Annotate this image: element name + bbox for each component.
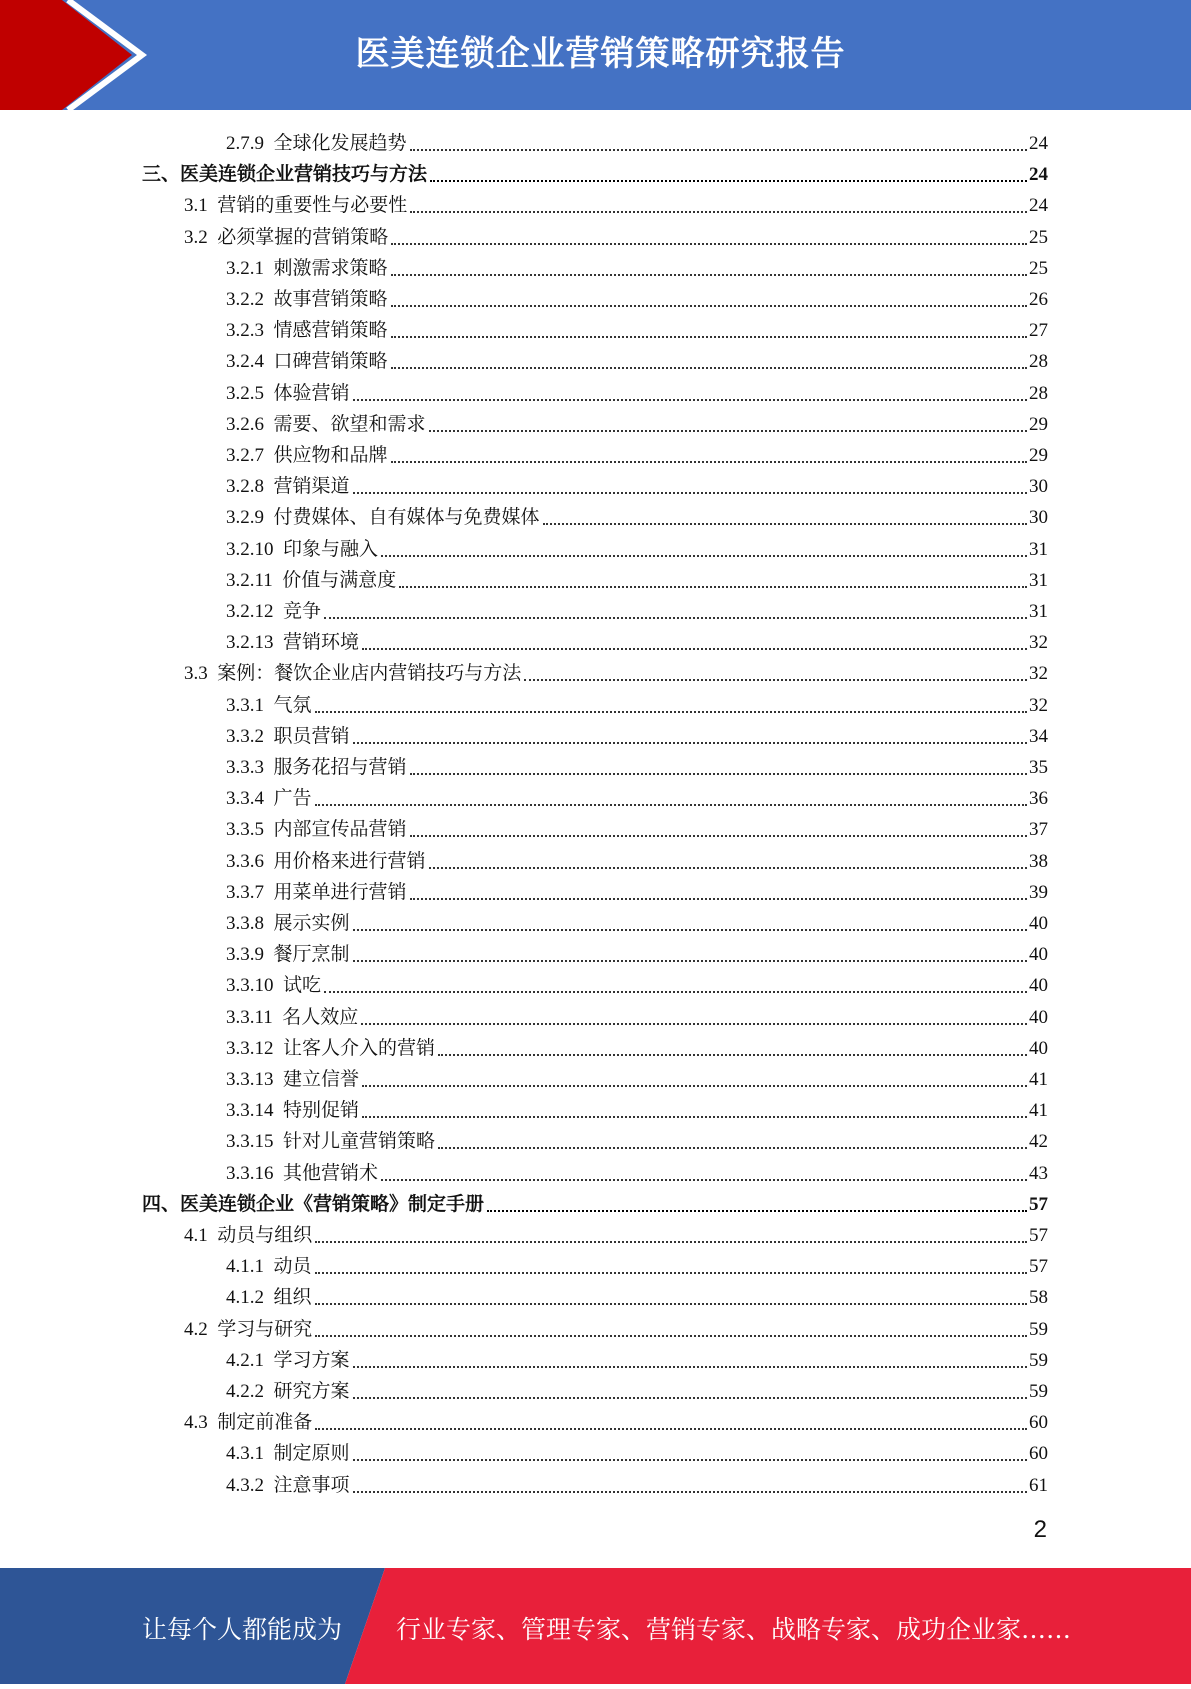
- toc-section-number: 3.2.11: [226, 569, 273, 591]
- toc-section-number: 4.1: [184, 1225, 208, 1246]
- toc-section-title: 三、医美连锁企业营销技巧与方法: [142, 164, 428, 186]
- toc-entry[interactable]: [226, 817, 1048, 843]
- toc-row: [0, 500, 1191, 531]
- toc-section-number: 3.2.10: [226, 538, 274, 560]
- toc-section-title: 内部宣传品营销: [273, 819, 407, 841]
- toc-row: [0, 282, 1191, 313]
- toc-leader-dots: [315, 1272, 1027, 1274]
- toc-section-number: 3.2.3: [226, 320, 264, 342]
- toc-section-number: 3.3.11: [226, 1006, 273, 1028]
- toc-row: [0, 750, 1191, 781]
- toc-page-number: 40: [1029, 975, 1048, 997]
- toc-section-number: 3.3.14: [226, 1100, 274, 1122]
- toc-leader-dots: [315, 1303, 1027, 1305]
- toc-section-title: 营销环境: [283, 632, 360, 654]
- toc-entry[interactable]: [226, 755, 1048, 781]
- toc-entry[interactable]: [226, 1379, 1048, 1405]
- toc-page-number: 59: [1029, 1381, 1048, 1402]
- toc-section-title: 体验营销: [273, 382, 350, 404]
- toc-leader-dots: [487, 1210, 1027, 1212]
- toc-row: [0, 1031, 1191, 1062]
- toc-entry[interactable]: [226, 505, 1048, 531]
- toc-leader-dots: [430, 180, 1027, 182]
- toc-page-number: 31: [1029, 601, 1048, 622]
- toc-section-title: 营销渠道: [273, 476, 350, 498]
- toc-section-number: 3.2.13: [226, 632, 274, 654]
- toc-row: [0, 1468, 1191, 1499]
- toc-page-number: 57: [1029, 1225, 1048, 1246]
- toc-section-title: 用价格来进行营销: [273, 850, 426, 872]
- toc-entry[interactable]: [142, 1192, 1048, 1218]
- toc-section-number: 3.3.3: [226, 757, 264, 778]
- toc-section-number: 3.3: [184, 663, 208, 685]
- toc-section-title: 情感营销策略: [273, 320, 388, 342]
- toc-row: [0, 937, 1191, 968]
- toc-section-title: 研究方案: [273, 1381, 350, 1402]
- toc-section-number: 3.3.2: [226, 725, 264, 747]
- toc-entry[interactable]: [226, 724, 1048, 750]
- toc-section-title: 制定前准备: [217, 1412, 313, 1434]
- toc-entry[interactable]: [226, 880, 1048, 906]
- toc-section-title: 案例：餐饮企业店内营销技巧与方法: [217, 663, 522, 685]
- toc-page-number: 36: [1029, 788, 1048, 810]
- toc-row: [0, 313, 1191, 344]
- toc-page-number: 40: [1029, 1006, 1048, 1028]
- toc-section-title: 刺激需求策略: [273, 257, 388, 279]
- toc-row: [0, 719, 1191, 750]
- toc-row: [0, 1312, 1191, 1343]
- toc-page-number: 32: [1029, 632, 1048, 654]
- toc-row: [0, 625, 1191, 656]
- toc-entry[interactable]: [226, 786, 1048, 812]
- toc-section-number: 4.3: [184, 1412, 208, 1434]
- toc-entry[interactable]: [184, 661, 1048, 687]
- toc-page-number: 40: [1029, 944, 1048, 966]
- toc-row: [0, 594, 1191, 625]
- toc-leader-dots: [324, 991, 1027, 993]
- toc-leader-dots: [381, 1179, 1027, 1181]
- toc-section-number: 4.2.2: [226, 1381, 264, 1402]
- footer-slogan-right: 行业专家、管理专家、营销专家、战略专家、成功企业家……: [396, 1615, 1072, 1644]
- toc-entry[interactable]: [226, 287, 1048, 313]
- toc-leader-dots: [438, 1054, 1027, 1056]
- toc-leader-dots: [391, 461, 1027, 463]
- toc-entry[interactable]: [184, 1317, 1048, 1343]
- toc-entry[interactable]: [226, 381, 1048, 407]
- toc-page-number: 25: [1029, 257, 1048, 279]
- toc-section-title: 注意事项: [273, 1474, 350, 1496]
- toc-entry[interactable]: [226, 1254, 1048, 1280]
- toc-page-number: 43: [1029, 1162, 1048, 1184]
- toc-page-number: 31: [1029, 569, 1048, 591]
- toc-section-number: 3.3.12: [226, 1037, 274, 1059]
- toc-row: [0, 126, 1191, 157]
- toc-entry[interactable]: [142, 162, 1048, 188]
- toc-row: [0, 1156, 1191, 1187]
- toc-entry[interactable]: [226, 849, 1048, 875]
- toc-leader-dots: [353, 1366, 1027, 1368]
- toc-section-number: 3.2.12: [226, 601, 274, 622]
- toc-row: [0, 875, 1191, 906]
- toc-leader-dots: [315, 1335, 1027, 1337]
- toc-leader-dots: [543, 523, 1027, 525]
- toc-row: [0, 251, 1191, 282]
- toc-leader-dots: [353, 1459, 1027, 1461]
- toc-page-number: 59: [1029, 1349, 1048, 1371]
- toc-section-number: 3.2.2: [226, 289, 264, 310]
- toc-page-number: 26: [1029, 289, 1048, 310]
- toc-leader-dots: [362, 648, 1027, 650]
- toc-page-number: 27: [1029, 320, 1048, 342]
- toc-section-title: 付费媒体、自有媒体与免费媒体: [273, 507, 540, 529]
- toc-entry[interactable]: [184, 225, 1048, 251]
- toc-page-number: 60: [1029, 1412, 1048, 1434]
- toc-section-title: 针对儿童营销策略: [283, 1131, 436, 1153]
- toc-leader-dots: [391, 243, 1027, 245]
- toc-leader-dots: [353, 399, 1027, 401]
- toc-page-number: 38: [1029, 850, 1048, 872]
- toc-page-number: 32: [1029, 694, 1048, 716]
- toc-section-number: 3.2.9: [226, 507, 264, 529]
- toc-row: [0, 220, 1191, 251]
- toc-row: [0, 968, 1191, 999]
- toc-row: [0, 1436, 1191, 1467]
- toc-leader-dots: [410, 149, 1027, 151]
- toc-leader-dots: [353, 742, 1027, 744]
- toc-row: [0, 656, 1191, 687]
- toc-row: [0, 1062, 1191, 1093]
- toc-section-title: 特别促销: [283, 1100, 360, 1122]
- toc-entry[interactable]: [184, 1223, 1048, 1249]
- toc-section-number: 4.2: [184, 1318, 208, 1340]
- toc-row: [0, 1405, 1191, 1436]
- toc-leader-dots: [391, 274, 1027, 276]
- toc-row: [0, 1249, 1191, 1280]
- toc-section-number: 3.2.5: [226, 382, 264, 404]
- toc-leader-dots: [315, 1428, 1027, 1430]
- toc-row: [0, 563, 1191, 594]
- toc-section-number: 3.3.8: [226, 913, 264, 934]
- toc-entry[interactable]: [184, 1410, 1048, 1436]
- toc-section-number: 3.3.7: [226, 881, 264, 903]
- toc-section-number: 4.2.1: [226, 1349, 264, 1371]
- toc-section-title: 广告: [273, 788, 312, 810]
- toc-section-number: 3.3.10: [226, 975, 274, 997]
- toc-leader-dots: [362, 1085, 1027, 1087]
- toc-leader-dots: [353, 1491, 1027, 1493]
- toc-section-title: 用菜单进行营销: [273, 881, 407, 903]
- toc-leader-dots: [438, 1147, 1027, 1149]
- toc-entry[interactable]: [226, 599, 1048, 625]
- toc-section-number: 3.3.5: [226, 819, 264, 841]
- toc-section-number: 3.3.13: [226, 1069, 274, 1090]
- toc-page-number: 25: [1029, 226, 1048, 248]
- toc-page-number: 42: [1029, 1131, 1048, 1153]
- toc-row: [0, 157, 1191, 188]
- toc-leader-dots: [353, 929, 1027, 931]
- toc-section-number: 3.2.7: [226, 445, 264, 466]
- toc-row: [0, 188, 1191, 219]
- toc-leader-dots: [410, 211, 1027, 213]
- toc-entry[interactable]: [226, 942, 1048, 968]
- toc-section-number: 4.3.1: [226, 1443, 264, 1465]
- toc-section-title: 职员营销: [273, 725, 350, 747]
- toc-row: [0, 1093, 1191, 1124]
- toc-entry[interactable]: [226, 537, 1048, 563]
- toc-page-number: 30: [1029, 507, 1048, 529]
- toc-entry[interactable]: [226, 318, 1048, 344]
- toc-section-title: 组织: [273, 1287, 312, 1309]
- toc-entry[interactable]: [226, 1067, 1048, 1093]
- toc-section-number: 2.7.9: [226, 133, 264, 154]
- toc-page-number: 28: [1029, 382, 1048, 404]
- toc-section-title: 学习方案: [273, 1349, 350, 1371]
- toc-page-number: 57: [1029, 1193, 1048, 1215]
- toc-section-number: 4.1.2: [226, 1287, 264, 1309]
- toc-row: [0, 688, 1191, 719]
- toc-page-number: 32: [1029, 663, 1048, 685]
- toc-leader-dots: [391, 367, 1027, 369]
- toc-section-number: 3.2.4: [226, 351, 264, 373]
- toc-section-title: 展示实例: [273, 913, 350, 934]
- toc-page-number: 41: [1029, 1069, 1048, 1090]
- toc-page-number: 59: [1029, 1318, 1048, 1340]
- toc-leader-dots: [410, 835, 1027, 837]
- toc-page-number: 57: [1029, 1256, 1048, 1278]
- toc-entry[interactable]: [226, 131, 1048, 157]
- toc-row: [0, 812, 1191, 843]
- toc-section-number: 3.3.16: [226, 1162, 274, 1184]
- toc-section-title: 名人效应: [282, 1006, 359, 1028]
- toc-page-number: 39: [1029, 881, 1048, 903]
- toc-leader-dots: [353, 960, 1027, 962]
- toc-section-number: 3.2.1: [226, 257, 264, 279]
- toc-page-number: 24: [1029, 195, 1048, 217]
- toc-row: [0, 906, 1191, 937]
- toc-leader-dots: [362, 1116, 1027, 1118]
- toc-row: [0, 1218, 1191, 1249]
- toc-page-number: 30: [1029, 476, 1048, 498]
- toc-section-title: 印象与融入: [283, 538, 379, 560]
- page-header: [0, 0, 1191, 110]
- toc-row: [0, 1280, 1191, 1311]
- toc-entry[interactable]: [184, 193, 1048, 219]
- toc-section-title: 动员: [273, 1256, 312, 1278]
- toc-leader-dots: [324, 617, 1027, 619]
- toc-entry[interactable]: [226, 412, 1048, 438]
- toc-leader-dots: [315, 804, 1027, 806]
- toc-leader-dots: [391, 336, 1027, 338]
- toc-section-title: 全球化发展趋势: [273, 133, 407, 154]
- toc-section-title: 四、医美连锁企业《营销策略》制定手册: [142, 1193, 485, 1215]
- toc-section-title: 服务花招与营销: [273, 757, 407, 778]
- toc-entry[interactable]: [226, 1441, 1048, 1467]
- toc-page-number: 37: [1029, 819, 1048, 841]
- toc-entry[interactable]: [226, 474, 1048, 500]
- toc-leader-dots: [399, 586, 1027, 588]
- toc-section-title: 制定原则: [273, 1443, 350, 1465]
- toc-section-title: 其他营销术: [283, 1162, 379, 1184]
- toc-row: [0, 1187, 1191, 1218]
- toc-section-title: 需要、欲望和需求: [273, 413, 426, 435]
- toc-entry[interactable]: [226, 1161, 1048, 1187]
- toc-section-title: 让客人介入的营销: [283, 1037, 436, 1059]
- toc-section-title: 动员与组织: [217, 1225, 313, 1246]
- toc-leader-dots: [429, 430, 1027, 432]
- toc-leader-dots: [315, 1241, 1027, 1243]
- toc-row: [0, 469, 1191, 500]
- toc-entry[interactable]: [226, 256, 1048, 282]
- toc-leader-dots: [524, 679, 1027, 681]
- toc-row: [0, 407, 1191, 438]
- toc-leader-dots: [410, 773, 1027, 775]
- toc-entry[interactable]: [226, 1098, 1048, 1124]
- toc-entry[interactable]: [226, 1005, 1048, 1031]
- toc-page-number: 28: [1029, 351, 1048, 373]
- toc-section-number: 3.3.6: [226, 850, 264, 872]
- toc-page-number: 40: [1029, 913, 1048, 934]
- toc-entry[interactable]: [226, 693, 1048, 719]
- toc-section-number: 3.2: [184, 226, 208, 248]
- toc-leader-dots: [353, 1397, 1027, 1399]
- toc-page-number: 40: [1029, 1037, 1048, 1059]
- toc-leader-dots: [315, 711, 1027, 713]
- toc-row: [0, 376, 1191, 407]
- toc-section-number: 3.2.8: [226, 476, 264, 498]
- toc-section-number: 4.3.2: [226, 1474, 264, 1496]
- toc-section-number: 3.3.4: [226, 788, 264, 810]
- toc-row: [0, 844, 1191, 875]
- toc-section-title: 竞争: [283, 601, 322, 622]
- toc-section-title: 餐厅烹制: [273, 944, 350, 966]
- toc-row: [0, 438, 1191, 469]
- toc-row: [0, 1124, 1191, 1155]
- toc-row: [0, 781, 1191, 812]
- toc-leader-dots: [429, 867, 1027, 869]
- toc-row: [0, 1343, 1191, 1374]
- toc-section-title: 供应物和品牌: [273, 445, 388, 466]
- toc-entry[interactable]: [226, 911, 1048, 937]
- page-number: 2: [1033, 1516, 1047, 1543]
- toc-entry[interactable]: [226, 349, 1048, 375]
- toc-row: [0, 1000, 1191, 1031]
- toc-section-title: 口碑营销策略: [273, 351, 388, 373]
- toc-entry[interactable]: [226, 1348, 1048, 1374]
- toc-page-number: 58: [1029, 1287, 1048, 1309]
- toc-section-title: 故事营销策略: [273, 289, 388, 310]
- toc-page-number: 31: [1029, 538, 1048, 560]
- toc-entry[interactable]: [226, 1036, 1048, 1062]
- toc-section-number: 3.3.9: [226, 944, 264, 966]
- toc-section-title: 学习与研究: [217, 1318, 313, 1340]
- toc-entry[interactable]: [226, 1285, 1048, 1311]
- toc-page-number: 24: [1029, 164, 1048, 186]
- report-title: 医美连锁企业营销策略研究报告: [355, 34, 846, 74]
- toc-section-title: 试吃: [283, 975, 322, 997]
- toc-section-title: 建立信誉: [283, 1069, 360, 1090]
- toc-leader-dots: [391, 305, 1027, 307]
- toc-entry[interactable]: [226, 973, 1048, 999]
- toc-entry[interactable]: [226, 443, 1048, 469]
- toc-section-number: 3.3.15: [226, 1131, 274, 1153]
- toc-entry[interactable]: [226, 568, 1048, 594]
- toc-entry[interactable]: [226, 1473, 1048, 1499]
- toc-page-number: 29: [1029, 413, 1048, 435]
- toc-section-number: 4.1.1: [226, 1256, 264, 1278]
- toc-section-title: 价值与满意度: [282, 569, 397, 591]
- toc-page-number: 61: [1029, 1474, 1048, 1496]
- toc-page-number: 60: [1029, 1443, 1048, 1465]
- toc-leader-dots: [381, 555, 1027, 557]
- toc-row: [0, 1374, 1191, 1405]
- toc-section-title: 必须掌握的营销策略: [217, 226, 389, 248]
- toc-section-title: 气氛: [273, 694, 312, 716]
- footer-slogan-left: 让每个人都能成为: [142, 1615, 343, 1644]
- toc-section-number: 3.3.1: [226, 694, 264, 716]
- toc-entry[interactable]: [226, 1129, 1048, 1155]
- toc-page-number: 35: [1029, 757, 1048, 778]
- toc-row: [0, 532, 1191, 563]
- toc-entry[interactable]: [226, 630, 1048, 656]
- toc-section-number: 3.2.6: [226, 413, 264, 435]
- toc-leader-dots: [410, 898, 1027, 900]
- toc-page-number: 34: [1029, 725, 1048, 747]
- toc-row: [0, 344, 1191, 375]
- toc-page-number: 24: [1029, 133, 1048, 154]
- toc-page-number: 41: [1029, 1100, 1048, 1122]
- toc-leader-dots: [353, 492, 1027, 494]
- toc-section-title: 营销的重要性与必要性: [217, 195, 408, 217]
- toc-leader-dots: [361, 1023, 1027, 1025]
- toc-page-number: 29: [1029, 445, 1048, 466]
- toc-section-number: 3.1: [184, 195, 208, 217]
